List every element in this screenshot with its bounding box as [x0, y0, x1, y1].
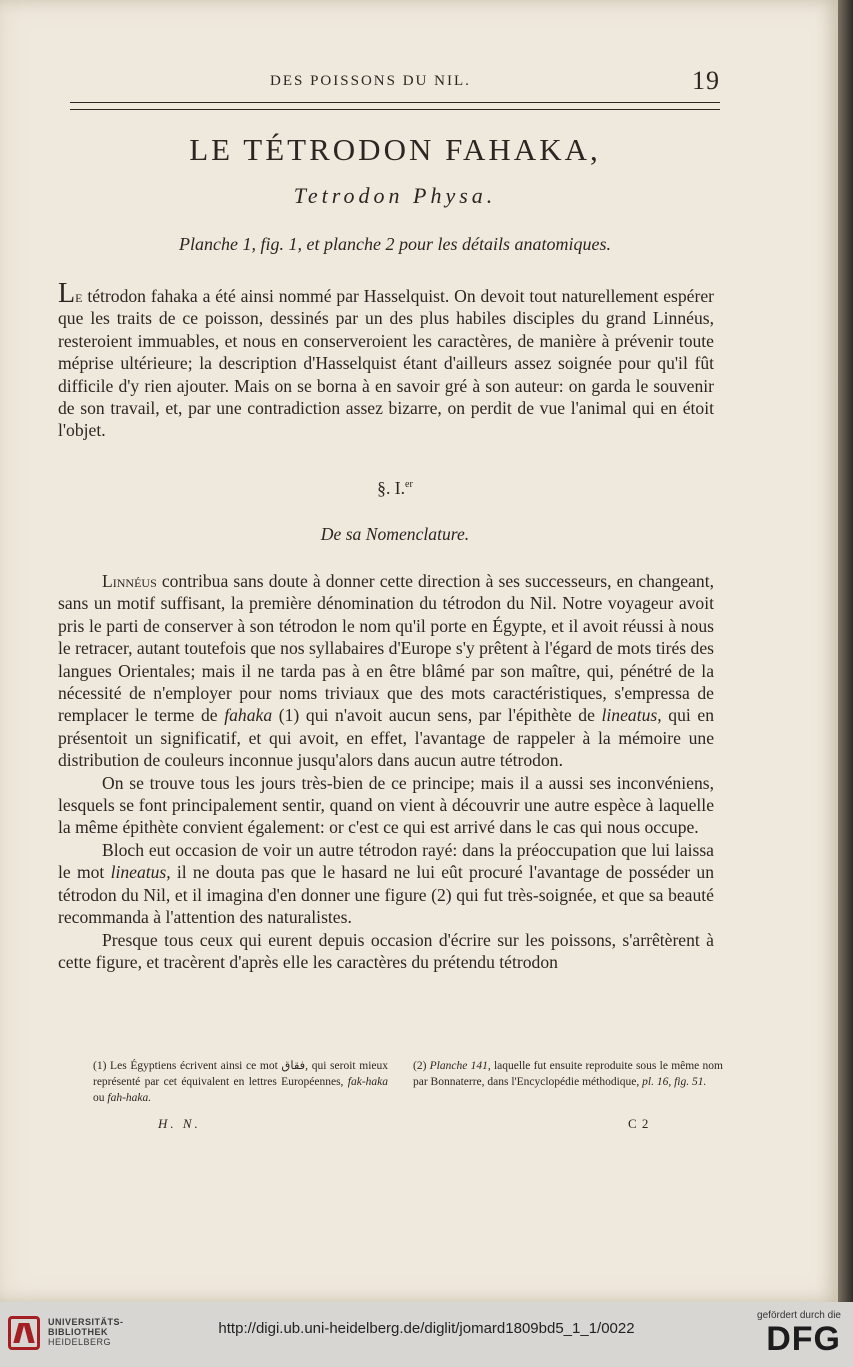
footnote-2: [413, 1058, 723, 1090]
footnote-text: laquelle fut ensuite reproduite sous le même nom par Bonnaterre, dans l'Encyclopédie méthodique,: [413, 1060, 723, 1088]
section-title: De sa Nomenclature.: [320, 524, 470, 544]
paragraph-bloch: [58, 839, 714, 929]
section-mark-sup: er: [405, 479, 413, 491]
chapter-title: LE TÉTRODON FAHAKA,: [189, 132, 601, 167]
footnote-text: ou: [93, 1092, 108, 1104]
section-number: [70, 478, 720, 499]
paragraph-text: contribua sans doute à donner cette direction à ses successeurs, en changeant, sans un motif suffisant, la première dénomination du tétrodon du Nil. Notre voyageur avoit pris le parti de conserver à son tétrodon le nom qu'il porte en Égypte, et il avoit réussi à nous le retracer, autant toutefois que nos syllabaires d'Europe s'y prêtent à l'égard de mots tirés des langues Orientales; mais il ne tarda pas à en être blâmé par son maître, qui, pénétré de la nécessité de n'employer pour noms triviaux que des mots caractéristiques, s'empressa de remplacer le terme de: [58, 571, 714, 726]
first-word-rest: e: [75, 286, 83, 306]
paragraph-text: Bloch eut occasion de voir un autre tétrodon rayé: dans la préoccupation que lui laissa le mot: [58, 839, 714, 883]
drop-cap: L: [58, 278, 76, 309]
chapter-subtitle: Tetrodon Physa.: [293, 183, 497, 208]
italic-term: fah-haka.: [107, 1092, 152, 1104]
italic-term: lineatus,: [601, 705, 662, 726]
library-name-line: UNIVERSITÄTS-: [48, 1317, 124, 1327]
double-rule: [70, 102, 720, 110]
footnote-1: [93, 1058, 388, 1106]
paragraph-presque: Presque tous ceux qui eurent depuis occasion d'écrire sur les poissons, s'arrêtèrent à cette figure, et tracèrent d'après elle les caractères du prétendu tétrodon: [58, 929, 714, 972]
arabic-word: فقاق: [281, 1060, 306, 1072]
paragraph-principle: On se trouve tous les jours très-bien de ce principe; mais il a aussi ses inconvéniens, lesquels se font principalement sentir, quand on vient à découvrir une autre espèce à laquelle la même épithète convient également: or c'est ce qui est arrivé dans le cas qui nous occupe.: [58, 772, 714, 838]
viewer-footer: [0, 1302, 853, 1367]
paragraph-intro: [58, 278, 714, 442]
italic-term: Planche 141,: [429, 1060, 491, 1072]
page-number: 19: [692, 66, 720, 95]
plate-reference: Planche 1, fig. 1, et planche 2 pour les détails anatomiques.: [179, 234, 611, 254]
paragraph-intro-text: tétrodon fahaka a été ainsi nommé par Hasselquist. On devoit tout naturellement espérer que les traits de ce poisson, dessinés par un des plus habiles disciples du grand Linnéus, resteroient immuables, et nous en conserveroient les caractères, de manière à prévenir toute méprise ultérieure; la description d'Hasselquist étant d'ailleurs assez soignée pour qu'il fût difficile d'y rien ajouter. Mais on se borna à en savoir gré à son auteur: on garda le souvenir de son travail, et, par une contradiction assez bizarre, on perdit de vue l'animal qui en étoit l'objet.: [58, 286, 714, 441]
permalink-url[interactable]: http://digi.ub.uni-heidelberg.de/diglit/jomard1809bd5_1_1/0022: [218, 1320, 635, 1337]
paragraph-linneus: [58, 570, 714, 772]
name-linneus: Linnéus: [102, 571, 157, 591]
italic-term: pl. 16, fig. 51.: [642, 1076, 707, 1088]
section-mark-text: §. I.: [377, 478, 406, 498]
signature-mark-left: H. N.: [158, 1116, 201, 1131]
italic-term: fak-haka: [347, 1076, 388, 1088]
paragraph-text: il ne douta pas que le hasard ne lui eût procuré l'avantage de posséder un tétrodon du Nil, et il imagina d'en donner une figure (2) qui fut très-soignée, et que sa beauté recommanda à l'attention des naturalistes.: [58, 862, 714, 928]
section-body: [58, 570, 714, 973]
footnote-text: (1) Les Égyptiens écrivent ainsi ce mot: [93, 1060, 282, 1072]
italic-term: fahaka: [224, 705, 273, 726]
running-head-title: DES POISSONS DU NIL.: [270, 73, 471, 89]
paragraph-text: (1) qui n'avoit aucun sens, par l'épithète de: [272, 705, 602, 726]
library-name-line: BIBLIOTHEK: [48, 1327, 108, 1337]
library-name-line: HEIDELBERG: [48, 1337, 112, 1347]
signature-mark-right: C 2: [628, 1116, 650, 1131]
running-head: [70, 66, 720, 96]
funding-label: gefördert durch die: [757, 1310, 841, 1321]
footnote-text: , qui seroit mieux représenté par cet équivalent en lettres Européennes,: [93, 1060, 388, 1088]
page-edge-shadow: [838, 0, 853, 1302]
dfg-logo: DFG: [766, 1320, 841, 1358]
funding-credit[interactable]: [757, 1310, 841, 1357]
footnote-text: (2): [413, 1060, 430, 1072]
italic-term: lineatus,: [110, 862, 171, 883]
paragraph-text: qui en présentoit un significatif, et qui avoit, en effet, l'avantage de rappeler à la mémoire une distribution de couleurs inconnue jusqu'alors dans aucun autre tétrodon.: [58, 705, 715, 771]
